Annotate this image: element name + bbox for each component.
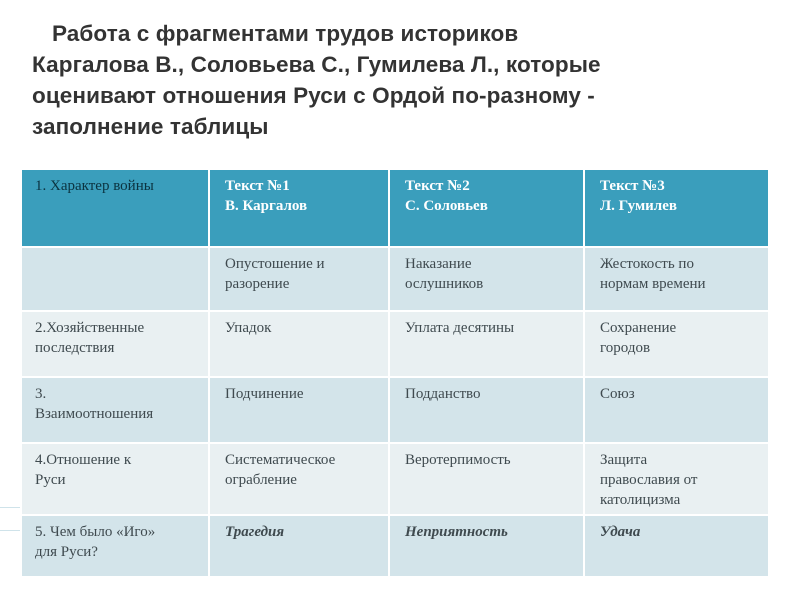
row-label: 5. Чем было «Иго» для Руси?: [35, 524, 156, 560]
table-cell: [389, 311, 584, 377]
header-author: В. Каргалов: [225, 198, 308, 214]
table-cell: [389, 377, 584, 443]
title-line-3: оценивают отношения Руси с Ордой по-разному -: [32, 83, 595, 108]
header-author: Л. Гумилев: [600, 198, 677, 214]
header-cell-war-character: [21, 169, 209, 247]
header-text-number: Текст №1: [225, 178, 290, 194]
cell-text: Подданство: [405, 386, 481, 402]
row-label: 2.Хозяйственные последствия: [35, 320, 145, 356]
table-row: [21, 377, 769, 443]
title-line-4: заполнение таблицы: [32, 114, 269, 139]
header-cell-text1: [209, 169, 389, 247]
table-row: [21, 515, 769, 577]
header-text-number: Текст №3: [600, 178, 665, 194]
cell-text: Подчинение: [225, 386, 304, 402]
table-row: [21, 247, 769, 311]
row-label: 3. Взаимоотношения: [35, 386, 154, 422]
cell-text: Систематическое ограбление: [225, 452, 336, 488]
title-line-1: Работа с фрагментами трудов историков: [52, 21, 519, 46]
table-cell: [584, 515, 769, 577]
table-cell: [389, 515, 584, 577]
title-line-2: Каргалова В., Соловьева С., Гумилева Л., которые: [32, 52, 601, 77]
header-cell-text2: [389, 169, 584, 247]
row-label-cell: [21, 311, 209, 377]
table-cell: [209, 311, 389, 377]
cell-text: Упадок: [225, 320, 272, 336]
cell-text: Удача: [600, 524, 641, 540]
table-cell: [584, 247, 769, 311]
table-cell: [584, 443, 769, 515]
header-author: С. Соловьев: [405, 198, 488, 214]
cell-text: Союз: [600, 386, 635, 402]
row-label-cell: [21, 377, 209, 443]
table-cell: [584, 311, 769, 377]
header-text-number: Текст №2: [405, 178, 470, 194]
header-label: 1. Характер войны: [35, 178, 154, 194]
table-header-row: [21, 169, 769, 247]
row-label-cell: [21, 515, 209, 577]
table-row: [21, 311, 769, 377]
table-cell: [389, 443, 584, 515]
header-cell-text3: [584, 169, 769, 247]
row-label: 4.Отношение к Руси: [35, 452, 132, 488]
cell-text: Трагедия: [225, 524, 285, 540]
page-title: [32, 18, 772, 142]
table-cell: [209, 515, 389, 577]
cell-text: Сохранение городов: [600, 320, 677, 356]
row-label-cell: [21, 247, 209, 311]
table-row: [21, 443, 769, 515]
table-cell: [584, 377, 769, 443]
cell-text: Защита православия от католицизма: [600, 452, 698, 508]
cell-text: Наказание ослушников: [405, 256, 484, 292]
cell-text: Неприятность: [405, 524, 508, 540]
cell-text: Веротерпимость: [405, 452, 511, 468]
table-cell: [209, 247, 389, 311]
table-cell: [209, 443, 389, 515]
table-cell: [389, 247, 584, 311]
comparison-table: [20, 168, 770, 578]
cell-text: Уплата десятины: [405, 320, 515, 336]
cell-text: Опустошение и разорение: [225, 256, 325, 292]
table-cell: [209, 377, 389, 443]
row-label-cell: [21, 443, 209, 515]
cell-text: Жестокость по нормам времени: [600, 256, 706, 292]
